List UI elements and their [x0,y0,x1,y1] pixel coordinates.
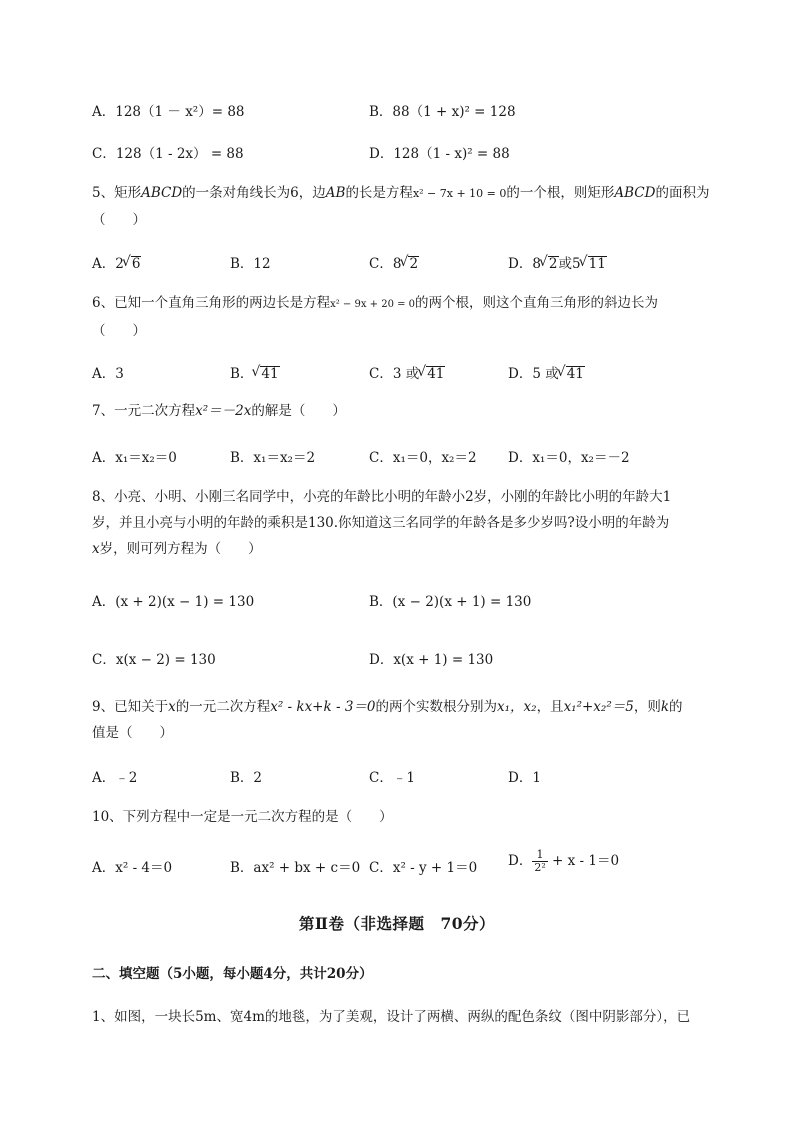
fill-question-1: 1、如图，一块长5m、宽4m的地毯，为了美观，设计了两横、两纵的配色条纹（图中阴影部分），已 [92,1009,691,1025]
q4-option-d: D．128（1 - x)² = 88 [369,146,510,162]
question-5: 5、矩形ABCD的一条对角线长为6，边AB的长是方程x² − 7x + 10 = 0的一个根，则矩形ABCD的面积为 （ ） [92,185,710,228]
q10-option-b: B．ax² + bx + c＝0 [230,860,361,876]
question-6: 6、已知一个直角三角形的两边长是方程x² − 9x + 20 = 0的两个根，则这个直角三角形的斜边长为 （ ） [92,295,659,339]
q7-option-d: D．x₁＝0，x₂＝－2 [508,450,630,466]
q10-option-d: D． $\frac{1}{\text{2²}}$ + x - 1＝0 [508,848,620,874]
q4-option-a: A．128（1 － x²）= 88 [92,104,245,120]
q5-option-b: B．12 [230,256,271,272]
q4-option-b: B．88（1 + x)² = 128 [369,104,516,120]
question-10: 10、下列方程中一定是一元二次方程的是（ ） [92,809,393,825]
section-2-title: 第Ⅱ卷（非选择题 70分） [298,914,496,933]
q6-option-c: C．3 或√ 41 [369,362,445,382]
q9-option-d: D．1 [508,770,541,786]
question-8: 8、小亮、小明、小刚三名同学中，小亮的年龄比小明的年龄小2岁，小刚的年龄比小明的年龄大1 岁，并且小亮与小明的年龄的乘积是130.你知道这三名同学的年龄各是多少岁吗?设小明的年龄为 x岁，则可列方程为（ ） [92,489,672,557]
q9-option-b: B．2 [230,770,263,786]
q6-option-a: A．3 [92,366,124,382]
q6-option-d: D．5 或√ 41 [508,362,585,382]
q8-option-a: A．(x + 2)(x − 1) = 130 [92,594,255,610]
q8-option-d: D．x(x + 1) = 130 [369,652,494,668]
fill-in-section-title: 二、填空题（5小题，每小题4分，共计20分） [92,966,373,982]
q9-option-a: A．﹣2 [92,770,138,786]
q7-option-b: B．x₁＝x₂＝2 [230,450,316,466]
q8-option-b: B．(x − 2)(x + 1) = 130 [369,594,532,610]
q9-option-c: C．﹣1 [369,770,415,786]
question-7: 7、一元二次方程x²＝－2x的解是（ ） [92,403,346,419]
q10-option-c: C．x² - y + 1＝0 [369,860,478,876]
q5-option-a: A．2√ 6 [92,252,141,272]
q7-option-c: C．x₁＝0，x₂＝2 [369,450,477,466]
q6-option-b: B．√ 41 [230,362,280,382]
q5-option-c: C．8√ 2 [369,252,419,272]
q5-option-d: D．8√ 2或5√ 11 [508,252,607,272]
question-9: 9、已知关于x的一元二次方程x² - kx+k - 3＝0的两个实数根分别为x₁，x₂，且x₁²+x₂²＝5，则k的 值是（ ） [92,699,683,741]
q10-option-a: A．x² - 4＝0 [92,860,173,876]
q4-option-c: C．128（1 - 2x） = 88 [92,146,244,162]
q8-option-c: C．x(x − 2) = 130 [92,652,216,668]
q7-option-a: A．x₁＝x₂＝0 [92,450,177,466]
